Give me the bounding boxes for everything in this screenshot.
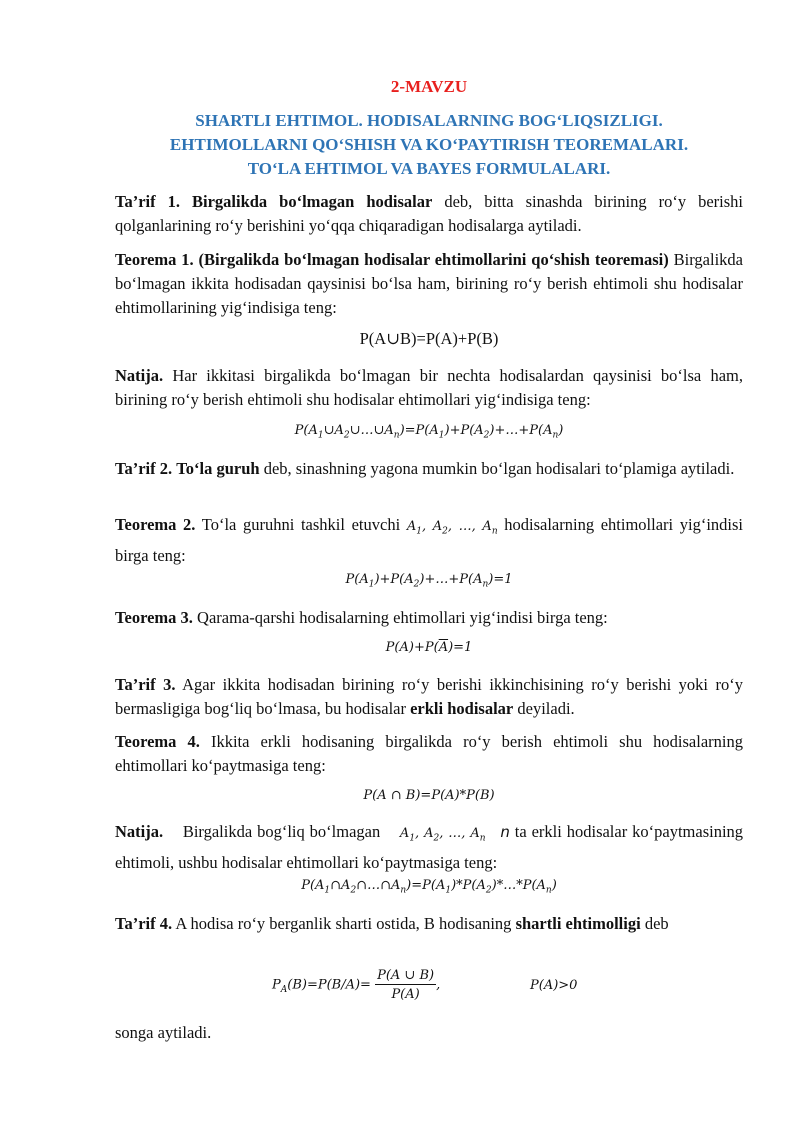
corollary-2 bbox=[115, 820, 743, 875]
theorem-1-label: Teorema 1. bbox=[115, 250, 194, 269]
subtitle-line-1: SHARTLI EHTIMOL. HODISALARNING BOG‘LIQSIZLIGI. bbox=[195, 111, 663, 130]
definition-1-label: Ta’rif 1. bbox=[115, 192, 180, 211]
corollary-1-label: Natija. bbox=[115, 366, 164, 385]
definition-4 bbox=[115, 912, 743, 936]
topic-number: 2-MAVZU bbox=[390, 77, 468, 96]
events-list-2: $A_1$, $A_2$, …, $A_n$ bbox=[399, 826, 486, 844]
formula-full-group: $P(A_1)+P(A_2)+\dots+P(A_n)=1$ bbox=[345, 572, 513, 590]
definition-4-closing: songa aytiladi. bbox=[115, 1023, 212, 1042]
theorem-4 bbox=[115, 730, 743, 778]
definition-2-text: deb, sinashning yagona mumkin bo‘lgan hodisalari to‘plamiga aytiladi. bbox=[263, 459, 735, 478]
theorem-4-label: Teorema 4. bbox=[115, 732, 200, 751]
subtitle-line-3: TO‘LA EHTIMOL VA BAYES FORMULALARI. bbox=[247, 159, 611, 178]
definition-4-text: A hodisa ro‘y berganlik sharti ostida, B hodisaning bbox=[175, 914, 512, 933]
theorem-1-term: Birgalikda bo‘lmagan hodisalar ehtimollarini qo‘shish teoremasi bbox=[204, 250, 664, 269]
definition-4-label: Ta’rif 4. bbox=[115, 914, 173, 933]
definition-4-text-after: deb bbox=[644, 914, 669, 933]
definition-1-term: Birgalikda bo‘lmagan hodisalar bbox=[191, 192, 433, 211]
formula-opposite: $P(A)+P(\overline{A})=1$ bbox=[385, 640, 473, 655]
definition-3 bbox=[115, 673, 743, 721]
theorem-3-text: Qarama-qarshi hodisalarning ehtimollari yig‘indisi birga teng: bbox=[197, 608, 608, 627]
formula-product-n: $P(A_1\cap A_2\cap\dots\cap A_n)=P(A_1)*P(A_2)*\dots*P(A_n)$ bbox=[301, 878, 557, 896]
theorem-2 bbox=[115, 513, 743, 568]
events-list: $A_1$, $A_2$, …, $A_n$ bbox=[406, 519, 498, 537]
corollary-1-text: Har ikkitasi birgalikda bo‘lmagan bir nechta hodisalardan qaysinisi bo‘lsa ham, birining ro‘y berish ehtimoli shu hodisalar ehtimollari yig‘indisiga teng: bbox=[115, 366, 743, 409]
theorem-2-text-after: hodisalarning ehtimollari yig‘indisi birga teng: bbox=[115, 515, 743, 565]
definition-2-term: To‘la guruh bbox=[176, 459, 260, 478]
theorem-2-text-before: To‘la guruhni tashkil etuvchi bbox=[201, 515, 401, 534]
definition-3-text: Agar ikkita hodisadan birining ro‘y berishi ikkinchisining ro‘y berishi yoki ro‘y bermasligiga bog‘liq bo‘lmasa, bu hodisalar bbox=[115, 675, 744, 718]
corollary-2-label: Natija. bbox=[115, 822, 164, 841]
corollary-2-text-before: Birgalikda bog‘liq bo‘lmagan bbox=[182, 822, 381, 841]
conditional-fraction bbox=[375, 968, 436, 1002]
definition-1 bbox=[115, 190, 743, 238]
conditional-denominator: P(A) bbox=[391, 987, 420, 1002]
theorem-3-label: Teorema 3. bbox=[115, 608, 193, 627]
corollary-2-n: n bbox=[500, 823, 510, 841]
formula-conditional: $P_A(B)=P(B/A)=$ $\frac{P(A \cup B)}{P(A)}$ , bbox=[272, 968, 441, 1002]
definition-2 bbox=[115, 457, 743, 481]
formula-union-two: P(A∪B)=P(A)+P(B) bbox=[359, 329, 499, 348]
corollary-1 bbox=[115, 364, 743, 412]
corollary-2-text-after: ta erkli hodisalar ko‘paytmasining ehtimoli, ushbu hodisalar ehtimollari ko‘paytmasiga teng: bbox=[115, 822, 744, 872]
theorem-1-text: Birgalikda bo‘lmagan ikkita hodisadan qaysinisi bo‘lsa ham, birining ro‘y berish ehtimoli shu hodisalar ehtimollarining yig‘indisiga teng: bbox=[115, 250, 743, 317]
conditional-numerator: P(A ∪ B) bbox=[377, 968, 435, 983]
theorem-1: Teorema 1. (Birgalikda bo‘lmagan hodisalar ehtimollarini qo‘shish teoremasi) Birgalikda bo‘lmagan ikkita hodisadan qaysinisi bo‘lsa ham, birining ro‘y berish ehtimoli shu hodisalar ehtimollarining yig‘indisiga teng: bbox=[115, 250, 743, 317]
definition-3-label: Ta’rif 3. bbox=[115, 675, 176, 694]
formula-sum-union: $P(A_1\cup A_2\cup\dots\cup A_n)=P(A_1)+P(A_2)+\dots+P(A_n)$ bbox=[294, 423, 564, 441]
definition-2-label: Ta’rif 2. bbox=[115, 459, 173, 478]
subtitle-line-2: EHTIMOLLARNI QO‘SHISH VA KO‘PAYTIRISH TEOREMALARI. bbox=[169, 135, 689, 154]
theorem-4-text: Ikkita erkli hodisaning birgalikda ro‘y berish ehtimoli shu hodisalarning ehtimollari ko‘paytmasiga teng: bbox=[115, 732, 743, 775]
definition-3-text-after: deyiladi. bbox=[517, 699, 575, 718]
formula-product-two: P(A ∩ B)=P(A)*P(B) bbox=[363, 788, 495, 803]
definition-3-term: erkli hodisalar bbox=[410, 699, 514, 718]
definition-1-text: deb, bitta sinashda birining ro‘y berishi qolganlarining ro‘y berishini yo‘qqa chiqaradigan hodisalarga aytiladi. bbox=[115, 192, 743, 235]
theorem-2-label: Teorema 2. bbox=[115, 515, 196, 534]
definition-4-term: shartli ehtimolligi bbox=[515, 914, 641, 933]
formula-conditional-condition: P(A)>0 bbox=[530, 978, 578, 993]
theorem-3 bbox=[115, 606, 743, 630]
